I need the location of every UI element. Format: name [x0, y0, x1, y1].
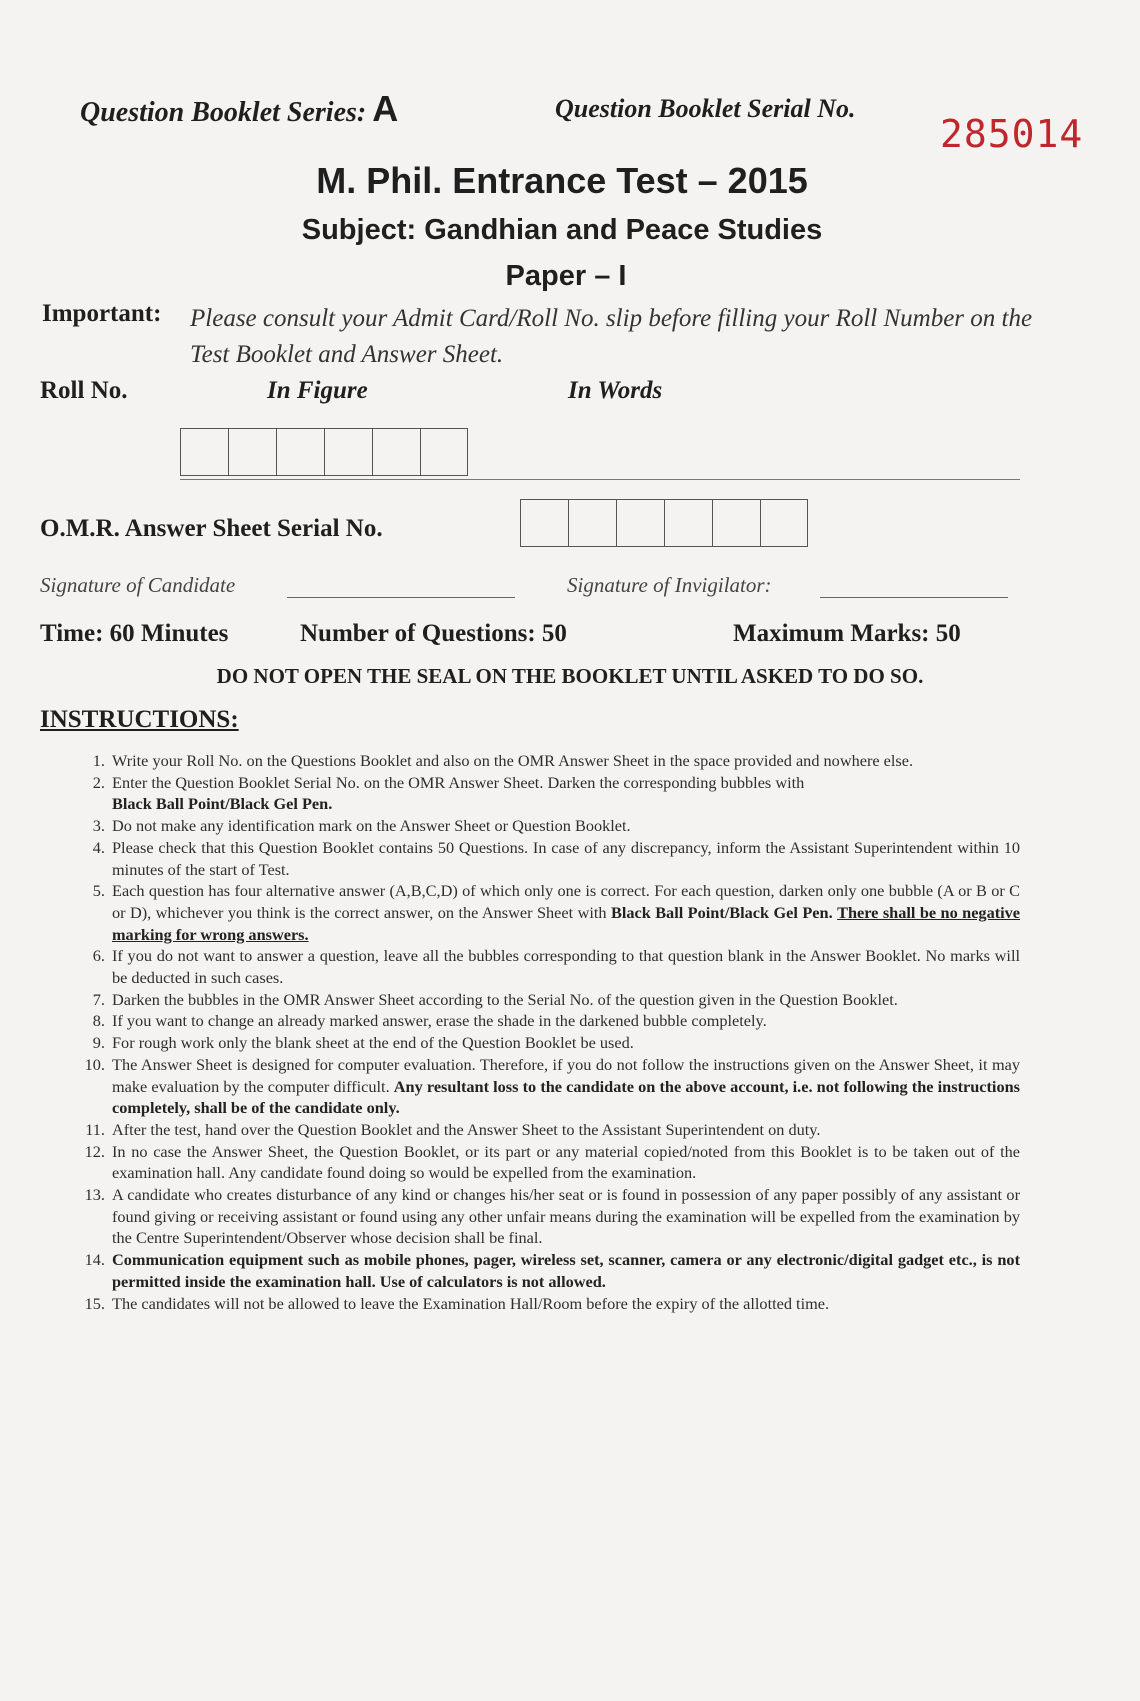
roll-digit-box[interactable]	[324, 428, 372, 476]
instruction-item	[40, 837, 1020, 880]
omr-digit-box[interactable]	[616, 499, 664, 547]
booklet-series-value: A	[372, 88, 399, 129]
instruction-text: If you do not want to answer a question, leave all the bubbles corresponding to that question blank in the Answer Booklet. No marks will be deducted in such cases.	[112, 946, 1020, 988]
instruction-bold-text: Black Ball Point/Black Gel Pen.	[112, 794, 333, 814]
instruction-bold-text: Any resultant loss to the candidate on the above account, i.e. not following the instructions completely, shall be of the candidate only.	[112, 1076, 1020, 1118]
instruction-bold-text: Communication equipment such as mobile phones, pager, wireless set, scanner, camera or any electronic/digital gadget etc., is not permitted inside the examination hall. Use of calculators is not allowed.	[112, 1250, 1020, 1291]
instruction-number: 12.	[84, 1141, 105, 1161]
omr-digit-box[interactable]	[568, 499, 616, 547]
instruction-item	[40, 945, 1020, 988]
instruction-item	[40, 1141, 1020, 1184]
in-words-label: In Words	[568, 377, 663, 404]
instructions-list	[40, 750, 1020, 1314]
instruction-text: In no case the Answer Sheet, the Question Booklet, or its part or any material copied/noted from this Booklet is to be taken out of the examination hall. Any candidate found doing so would be expelled from the examination.	[112, 1141, 1020, 1183]
instruction-number: 8.	[92, 1011, 105, 1031]
seal-notice: DO NOT OPEN THE SEAL ON THE BOOKLET UNTIL ASKED TO DO SO.	[216, 664, 924, 688]
exam-max-marks: Maximum Marks: 50	[733, 620, 961, 647]
instruction-text: The candidates will not be allowed to leave the Examination Hall/Room before the expiry of the allotted time.	[112, 1293, 830, 1313]
exam-subject: Subject: Gandhian and Peace Studies	[301, 214, 823, 246]
instruction-text: A candidate who creates disturbance of any kind or changes his/her seat or is found in possession of any paper possibly of any assistant or found giving or receiving assistant or found using any other unfair means during the examination will be expelled from the examination by the Centre Superintendent/Observer whose decision shall be final.	[112, 1185, 1020, 1248]
omr-serial-label: O.M.R. Answer Sheet Serial No.	[40, 515, 383, 542]
booklet-serial-label: Question Booklet Serial No.	[555, 94, 856, 123]
instruction-number: 2.	[92, 772, 105, 792]
instructions-heading: INSTRUCTIONS:	[40, 706, 239, 733]
instruction-number: 15.	[84, 1293, 105, 1313]
instruction-number: 1.	[92, 751, 105, 770]
instruction-text: Do not make any identification mark on the Answer Sheet or Question Booklet.	[112, 816, 631, 836]
instruction-text: Enter the Question Booklet Serial No. on the OMR Answer Sheet. Darken the corresponding bubbles with	[112, 772, 805, 792]
omr-serial-boxes[interactable]	[520, 499, 808, 547]
instruction-underlined-text: There shall be no negative marking for wrong answers.	[112, 902, 1021, 944]
roll-digit-box[interactable]	[276, 428, 324, 476]
instruction-number: 13.	[84, 1185, 105, 1205]
instruction-item	[40, 1293, 1020, 1315]
omr-digit-box[interactable]	[520, 499, 568, 547]
instruction-item	[40, 772, 1020, 815]
important-text: Please consult your Admit Card/Roll No. slip before filling your Roll Number on the Test Booklet and Answer Sheet.	[190, 305, 1033, 368]
instruction-text: The Answer Sheet is designed for computer evaluation. Therefore, if you do not follow the instructions given on the Answer Sheet, it may make evaluation by the computer difficult.	[112, 1054, 1020, 1096]
roll-digit-box[interactable]	[420, 428, 468, 476]
instruction-number: 9.	[92, 1033, 105, 1053]
instruction-item	[40, 1054, 1020, 1119]
instruction-item	[40, 750, 1020, 772]
instruction-item	[40, 989, 1020, 1011]
instruction-number: 4.	[92, 837, 105, 857]
roll-no-words-line[interactable]	[180, 479, 1020, 480]
exam-question-count: Number of Questions: 50	[300, 620, 567, 647]
in-figure-label: In Figure	[267, 377, 368, 404]
instruction-text: Write your Roll No. on the Questions Booklet and also on the OMR Answer Sheet in the space provided and nowhere else.	[112, 751, 914, 770]
instruction-text: Each question has four alternative answer (A,B,C,D) of which only one is correct. For each question, darken only one bubble (A or B or C or D), whichever you think is the correct answer, on the Answer Sheet with	[112, 881, 1020, 922]
signature-invigilator-line[interactable]	[820, 597, 1008, 598]
instruction-item	[40, 1032, 1020, 1054]
instruction-bold-text: Black Ball Point/Black Gel Pen.	[610, 902, 833, 922]
instruction-number: 6.	[92, 946, 105, 966]
signature-invigilator-label: Signature of Invigilator:	[567, 573, 772, 597]
instruction-text: Darken the bubbles in the OMR Answer Sheet according to the Serial No. of the question given in the Question Booklet.	[112, 989, 898, 1009]
instruction-item	[40, 1119, 1020, 1141]
roll-digit-box[interactable]	[228, 428, 276, 476]
important-label: Important:	[42, 300, 162, 327]
instruction-number: 3.	[92, 816, 105, 836]
instruction-text: If you want to change an already marked answer, erase the shade in the darkened bubble completely.	[112, 1011, 767, 1031]
exam-paper: Paper – I	[505, 260, 627, 292]
exam-time: Time: 60 Minutes	[40, 620, 229, 647]
signature-candidate-line[interactable]	[287, 597, 515, 598]
roll-no-figure-boxes[interactable]	[180, 428, 468, 476]
instruction-item	[40, 1184, 1020, 1249]
instruction-number: 14.	[84, 1250, 105, 1270]
roll-digit-box[interactable]	[372, 428, 420, 476]
instruction-number: 7.	[92, 989, 105, 1009]
omr-digit-box[interactable]	[712, 499, 760, 547]
omr-digit-box[interactable]	[760, 499, 808, 547]
instruction-text: Please check that this Question Booklet contains 50 Questions. In case of any discrepancy, inform the Assistant Superintendent within 10 minutes of the start of Test.	[112, 837, 1020, 879]
omr-digit-box[interactable]	[664, 499, 712, 547]
booklet-serial-number: 285014	[940, 112, 1084, 156]
signature-candidate-label: Signature of Candidate	[40, 573, 236, 597]
booklet-series	[80, 88, 398, 130]
instruction-text: For rough work only the blank sheet at the end of the Question Booklet be used.	[112, 1033, 634, 1053]
instruction-item	[40, 815, 1020, 837]
instruction-number: 11.	[85, 1119, 105, 1139]
exam-title: M. Phil. Entrance Test – 2015	[316, 160, 808, 201]
instruction-text: After the test, hand over the Question Booklet and the Answer Sheet to the Assistant Superintendent on duty.	[112, 1119, 821, 1139]
roll-digit-box[interactable]	[180, 428, 228, 476]
instruction-number: 5.	[92, 881, 105, 901]
instruction-number: 10.	[84, 1054, 105, 1074]
instruction-item	[40, 880, 1020, 945]
instruction-item	[40, 1249, 1020, 1292]
instruction-item	[40, 1010, 1020, 1032]
roll-no-label: Roll No.	[40, 377, 128, 404]
booklet-series-label: Question Booklet Series:	[80, 97, 367, 128]
